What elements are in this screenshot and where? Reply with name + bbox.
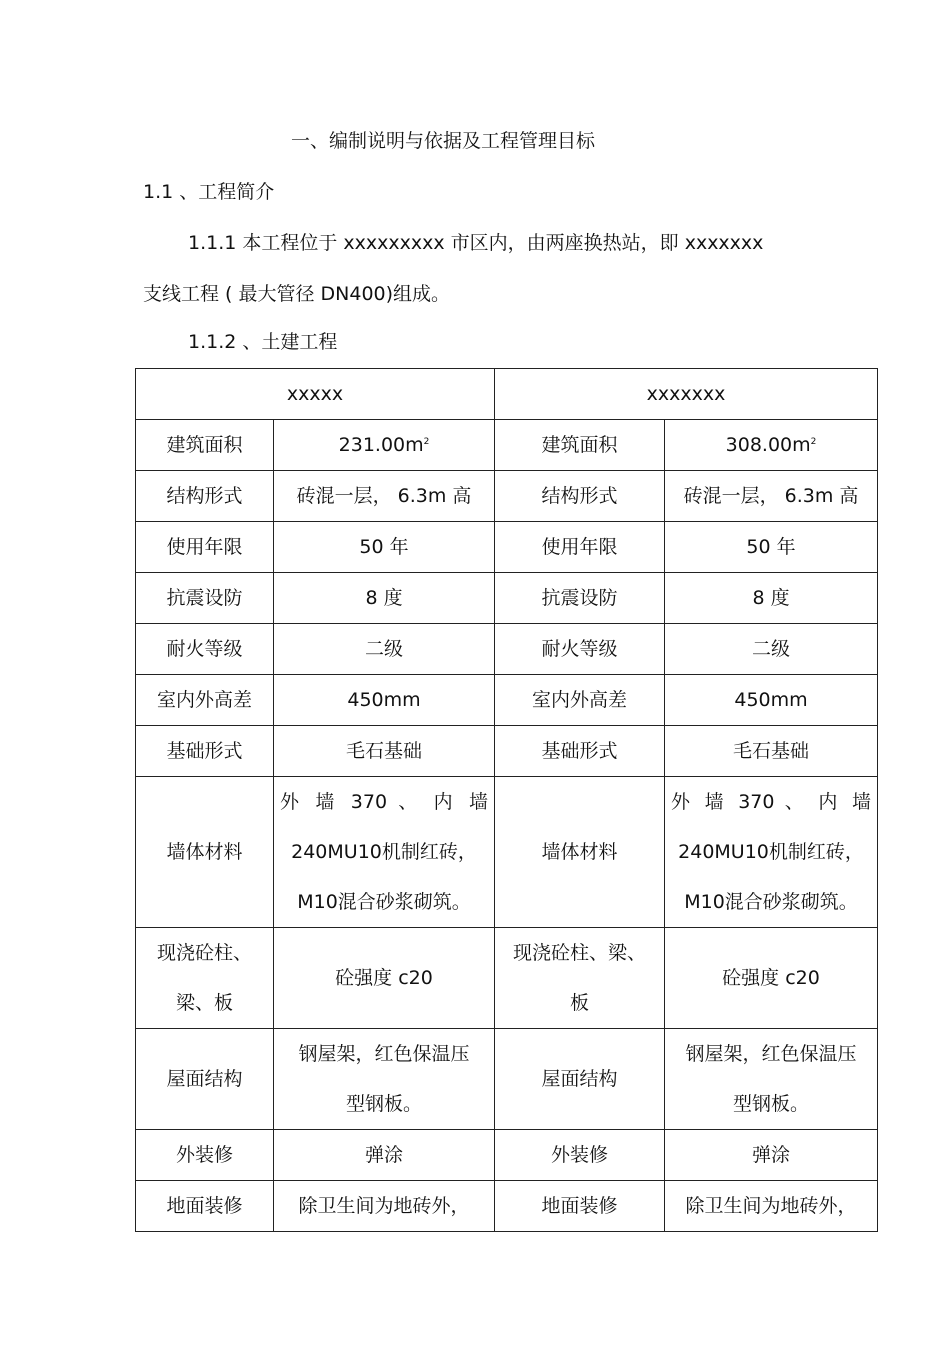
fire-value-2: 二级 <box>665 624 878 675</box>
seismic-label: 抗震设防 <box>495 573 665 624</box>
roof-label: 屋面结构 <box>495 1029 665 1130</box>
table-row-roof <box>136 1029 878 1130</box>
table-row-concrete <box>136 928 878 1029</box>
roof-line-2: 型钢板。 <box>733 1093 810 1115</box>
structure-label: 结构形式 <box>495 471 665 522</box>
service-life-value-1: 50 年 <box>274 522 495 573</box>
concrete-label-line-2: 板 <box>570 992 590 1014</box>
concrete-label-line-1: 现浇砼柱、梁、 <box>513 942 647 964</box>
concrete-value-1: 砼强度 c20 <box>274 928 495 1029</box>
structure-value-1: 砖混一层， 6.3m 高 <box>274 471 495 522</box>
table-row-service-life <box>136 522 878 573</box>
area-label: 建筑面积 <box>495 420 665 471</box>
wall-line-1: 外 墙 370 、 内 墙 <box>280 791 489 813</box>
fire-value-1: 二级 <box>274 624 495 675</box>
wall-line-3: M10混合砂浆砌筑。 <box>297 891 471 913</box>
table-header-row <box>136 369 878 420</box>
section-heading-1-1-2: 1.1.2 、土建工程 <box>188 331 338 353</box>
wall-label: 墙体材料 <box>495 777 665 928</box>
seismic-label: 抗震设防 <box>136 573 274 624</box>
wall-line-1: 外 墙 370 、 内 墙 <box>671 791 872 813</box>
table-row-foundation <box>136 726 878 777</box>
service-life-label: 使用年限 <box>495 522 665 573</box>
station-2-header: xxxxxxx <box>495 369 878 420</box>
table-row-wall <box>136 777 878 928</box>
height-diff-value-2: 450mm <box>665 675 878 726</box>
paragraph-1-1-1-line1: 1.1.1 本工程位于 xxxxxxxxx 市区内，由两座换热站，即 xxxxxxx <box>188 232 764 254</box>
roof-value-2 <box>665 1029 878 1130</box>
floor-value-2: 除卫生间为地砖外， <box>665 1181 878 1232</box>
table-row-height-diff <box>136 675 878 726</box>
service-life-value-2: 50 年 <box>665 522 878 573</box>
exterior-value-2: 弹涂 <box>665 1130 878 1181</box>
table-row-area <box>136 420 878 471</box>
floor-label: 地面装修 <box>495 1181 665 1232</box>
station-1-header: xxxxx <box>136 369 495 420</box>
roof-line-2: 型钢板。 <box>346 1093 423 1115</box>
height-diff-label: 室内外高差 <box>495 675 665 726</box>
wall-value-1 <box>274 777 495 928</box>
wall-line-3: M10混合砂浆砌筑。 <box>684 891 858 913</box>
concrete-value-2: 砼强度 c20 <box>665 928 878 1029</box>
exterior-label: 外装修 <box>495 1130 665 1181</box>
roof-line-1: 钢屋架，红色保温压 <box>298 1043 470 1065</box>
table-row-fire-rating <box>136 624 878 675</box>
table-row-seismic <box>136 573 878 624</box>
concrete-label-line-2: 梁、板 <box>175 992 233 1014</box>
table-row-exterior <box>136 1130 878 1181</box>
wall-line-2: 240MU10机制红砖， <box>678 841 864 863</box>
foundation-value-2: 毛石基础 <box>665 726 878 777</box>
roof-line-1: 钢屋架，红色保温压 <box>685 1043 857 1065</box>
roof-label: 屋面结构 <box>136 1029 274 1130</box>
floor-label: 地面装修 <box>136 1181 274 1232</box>
area-value-1: $231.00m^2$ <box>274 420 495 471</box>
seismic-value-1: 8 度 <box>274 573 495 624</box>
structure-label: 结构形式 <box>136 471 274 522</box>
exterior-label: 外装修 <box>136 1130 274 1181</box>
page-title: 一、编制说明与依据及工程管理目标 <box>291 130 596 152</box>
seismic-value-2: 8 度 <box>665 573 878 624</box>
structure-value-2: 砖混一层， 6.3m 高 <box>665 471 878 522</box>
concrete-label-1 <box>136 928 274 1029</box>
foundation-value-1: 毛石基础 <box>274 726 495 777</box>
concrete-label-2 <box>495 928 665 1029</box>
wall-value-2 <box>665 777 878 928</box>
height-diff-value-1: 450mm <box>274 675 495 726</box>
table-row-structure <box>136 471 878 522</box>
foundation-label: 基础形式 <box>495 726 665 777</box>
foundation-label: 基础形式 <box>136 726 274 777</box>
table-row-floor <box>136 1181 878 1232</box>
exterior-value-1: 弹涂 <box>274 1130 495 1181</box>
fire-label: 耐火等级 <box>495 624 665 675</box>
wall-label: 墙体材料 <box>136 777 274 928</box>
area-label: 建筑面积 <box>136 420 274 471</box>
section-heading-1-1: 1.1 、工程简介 <box>143 181 275 203</box>
height-diff-label: 室内外高差 <box>136 675 274 726</box>
wall-line-2: 240MU10机制红砖， <box>291 841 477 863</box>
roof-value-1 <box>274 1029 495 1130</box>
area-value-2: $308.00m^2$ <box>665 420 878 471</box>
paragraph-1-1-1-line2: 支线工程 ( 最大管径 DN400)组成。 <box>143 283 451 305</box>
service-life-label: 使用年限 <box>136 522 274 573</box>
floor-value-1: 除卫生间为地砖外， <box>274 1181 495 1232</box>
building-spec-table <box>135 368 878 1232</box>
concrete-label-line-1: 现浇砼柱、 <box>156 942 252 964</box>
fire-label: 耐火等级 <box>136 624 274 675</box>
